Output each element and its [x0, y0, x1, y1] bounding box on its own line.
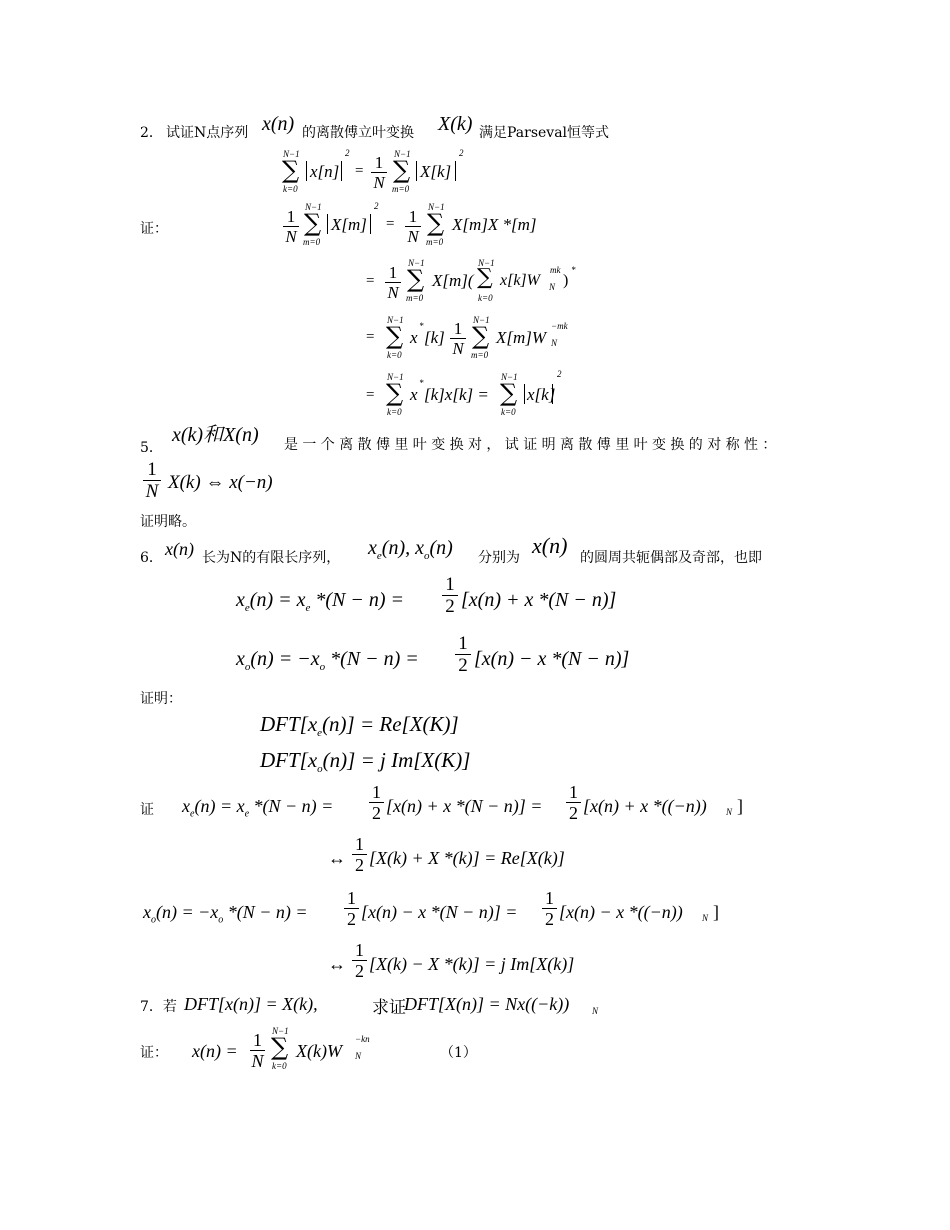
- sum-symbol: ∑: [472, 322, 490, 350]
- proof-l2-b: x[k]W: [500, 272, 540, 289]
- sum-symbol: ∑: [393, 156, 411, 184]
- exponent-2: 2: [345, 148, 350, 158]
- fraction-1-over-N: 1 N: [283, 208, 299, 245]
- subscript-N: N: [726, 807, 733, 817]
- proof-omitted: 证明略。: [140, 514, 196, 530]
- problem-6-parts: $x_e(n)$, $x_o(n)$: [368, 537, 453, 562]
- equation-number: （1）: [440, 1045, 477, 1061]
- subscript-N: N: [702, 913, 709, 923]
- proof-e5-a: [x(n) − x *(N − n)] =: [361, 902, 518, 922]
- sum-lower: m=0: [392, 184, 410, 194]
- equals: =: [366, 273, 375, 289]
- problem-7-statement-2: DFT[X(n)] = Nx((−k)): [404, 994, 570, 1014]
- parseval-rhs: X[k]: [420, 162, 452, 181]
- fraction-1-over-N: 1 N: [385, 264, 401, 301]
- sum-upper: N−1: [387, 315, 404, 325]
- proof-l4-c: x[k]: [527, 385, 556, 404]
- proof-e3-b: [x(n) + x *((−n)): [583, 796, 707, 816]
- sum-symbol: ∑: [304, 209, 322, 237]
- sum-symbol: ∑: [386, 322, 404, 350]
- problem-6-text-3: 的圆周共轭偶部及奇部，也即: [580, 550, 762, 566]
- problem-7-eq-rhs: X(k)W: [296, 1041, 342, 1061]
- odd-part-eq-rhs: [x(n) − x *(N − n)]: [474, 648, 630, 670]
- fraction-1-over-2: 1 2: [542, 889, 557, 928]
- equals: =: [366, 387, 375, 403]
- fraction-1-over-2: 1 2: [455, 634, 471, 675]
- dft-odd: $DFT[x_o(n)] = j$ Im[X(K)]: [260, 748, 471, 776]
- sum-symbol: ∑: [427, 209, 445, 237]
- fraction-1-over-2: 1 2: [566, 783, 581, 822]
- subscript-N: N: [549, 282, 556, 292]
- problem-2-text-3: 满足Parseval恒等式: [479, 125, 610, 141]
- abs-bar: [416, 161, 417, 181]
- fraction-1-over-N: 1 N: [143, 460, 161, 501]
- parseval-lhs: x[n]: [310, 162, 340, 181]
- odd-part-eq-lhs: $x_o(n) = -x_o$ *(N − n) =: [236, 648, 419, 673]
- exponent-2: 2: [557, 369, 562, 379]
- problem-7-number: 7．若: [140, 999, 177, 1015]
- sum-upper: N−1: [305, 202, 322, 212]
- problem-6-text-2: 分别为: [478, 550, 520, 566]
- proof-l2-a: X[m](: [432, 271, 474, 290]
- problem-6-xn: x(n): [165, 539, 194, 559]
- problem-2-Xk: X(k): [438, 113, 473, 135]
- paren-close: ): [563, 272, 569, 289]
- fraction-1-over-2: 1 2: [442, 575, 458, 616]
- proof-e3-a: [x(n) + x *(N − n)] =: [386, 796, 543, 816]
- abs-bar: [455, 161, 456, 181]
- exponent-2: 2: [374, 201, 379, 211]
- equals: =: [366, 329, 375, 345]
- abs-bar: [327, 214, 328, 234]
- fraction-1-over-2: 1 2: [352, 941, 367, 980]
- sum-upper: N−1: [283, 149, 300, 159]
- proof-label: 证：: [140, 221, 168, 237]
- sum-symbol: ∑: [477, 265, 493, 290]
- sum-upper: N−1: [501, 372, 518, 382]
- subscript-N: N: [355, 1051, 362, 1061]
- proof-e5-lhs: $x_o(n) = -x_o$ *(N − n) =: [143, 902, 308, 926]
- proof-e3-lhs: $x_e(n) = x_e$ *(N − n) =: [182, 796, 334, 820]
- superscript-star: *: [419, 378, 424, 388]
- sum-lower: k=0: [501, 407, 516, 417]
- sum-lower: k=0: [478, 293, 493, 303]
- problem-2-text-2: 的离散傅立叶变换: [302, 125, 414, 141]
- sum-upper: N−1: [428, 202, 445, 212]
- proof-label: 证：: [140, 1045, 168, 1061]
- dft-even: $DFT[x_e(n)] = Re[X(K)]$: [260, 712, 459, 740]
- superscript-minus-kn: −kn: [355, 1034, 370, 1044]
- sum-lower: m=0: [303, 237, 321, 247]
- superscript-minus-mk: −mk: [551, 321, 568, 331]
- fraction-1-over-N: 1 N: [450, 320, 466, 357]
- problem-5-number: 5．: [140, 440, 163, 456]
- sum-lower: m=0: [426, 237, 444, 247]
- sum-upper: N−1: [473, 315, 490, 325]
- proof-l4-a: x: [410, 385, 418, 404]
- even-part-eq-rhs: [x(n) + x *(N − n)]: [461, 589, 617, 611]
- sum-symbol: ∑: [282, 156, 300, 184]
- fraction-1-over-N: 1 N: [371, 154, 387, 191]
- fraction-1-over-2: 1 2: [344, 889, 359, 928]
- sum-lower: k=0: [283, 184, 298, 194]
- abs-bar: [370, 214, 371, 234]
- superscript-star: *: [419, 321, 424, 331]
- superscript-mk: mk: [550, 265, 561, 275]
- problem-2-xn: x(n): [262, 113, 295, 135]
- zheng-label: 证: [140, 802, 154, 818]
- problem-2-number: 2．: [140, 125, 163, 141]
- sum-upper: N−1: [387, 372, 404, 382]
- problem-6-number: 6．: [140, 550, 163, 566]
- abs-bar: [552, 384, 553, 404]
- proof-e4: [X(k) + X *(k)] = Re[X(k)]: [369, 848, 565, 868]
- sum-upper: N−1: [272, 1026, 289, 1036]
- proof-l1-lhs: X[m]: [331, 215, 367, 234]
- sum-upper: N−1: [408, 258, 425, 268]
- equals: =: [386, 216, 395, 232]
- problem-5-formula: X(k) ⇔ x(−n): [168, 472, 273, 493]
- superscript-star: *: [571, 265, 576, 275]
- fraction-1-over-N: 1 N: [405, 208, 421, 245]
- sum-symbol: ∑: [271, 1033, 289, 1061]
- proof-e6: [X(k) − X *(k)] = j Im[X(k)]: [369, 954, 575, 974]
- sum-lower: k=0: [387, 350, 402, 360]
- sum-lower: k=0: [272, 1061, 287, 1071]
- fraction-1-over-2: 1 2: [352, 835, 367, 874]
- sum-symbol: ∑: [500, 379, 518, 407]
- proof-e5-b: [x(n) − x *((−n)): [559, 902, 683, 922]
- proof-l3-a: x: [410, 328, 418, 347]
- sum-lower: m=0: [406, 293, 424, 303]
- problem-7-eq-lhs: x(n) =: [192, 1041, 238, 1061]
- sum-symbol: ∑: [407, 265, 425, 293]
- proof-l3-c: X[m]W: [496, 328, 547, 347]
- problem-5-pair: x(k)和X(n): [172, 424, 259, 446]
- proof-l3-b: [k]: [424, 328, 445, 347]
- sum-lower: m=0: [471, 350, 489, 360]
- exponent-2: 2: [459, 148, 464, 158]
- fraction-1-over-2: 1 2: [369, 783, 384, 822]
- problem-2-text-1: 试证N点序列: [166, 125, 249, 141]
- problem-7-statement: DFT[x(n)] = X(k),: [184, 994, 318, 1014]
- proof-l4-b: [k]x[k] =: [424, 385, 489, 404]
- problem-5-text: 是一个离散傅里叶变换对，试证明离散傅里叶变换的对称性：: [284, 437, 781, 453]
- proof-e3-c: ]: [737, 796, 743, 816]
- sum-lower: k=0: [387, 407, 402, 417]
- proof-label: 证明：: [140, 691, 182, 707]
- even-part-eq-lhs: $x_e(n) = x_e$ *(N − n) =: [236, 589, 405, 614]
- proof-e5-c: ]: [713, 902, 719, 922]
- correspondence-arrow: ↔: [328, 954, 346, 974]
- problem-6-xn-2: x(n): [532, 533, 568, 558]
- subscript-N: N: [592, 1006, 599, 1016]
- correspondence-arrow: ↔: [328, 848, 346, 868]
- problem-6-text-1: 长为N的有限长序列，: [202, 550, 341, 566]
- abs-bar: [524, 384, 525, 404]
- sum-upper: N−1: [394, 149, 411, 159]
- sum-symbol: ∑: [386, 379, 404, 407]
- problem-7-qiu: 求证: [372, 998, 406, 1018]
- abs-bar: [341, 161, 342, 181]
- equals: =: [355, 163, 364, 179]
- sum-upper: N−1: [478, 258, 495, 268]
- abs-bar: [306, 161, 307, 181]
- subscript-N: N: [551, 338, 558, 348]
- proof-l1-rhs: X[m]X *[m]: [452, 215, 537, 234]
- fraction-1-over-N: 1 N: [251, 1030, 264, 1071]
